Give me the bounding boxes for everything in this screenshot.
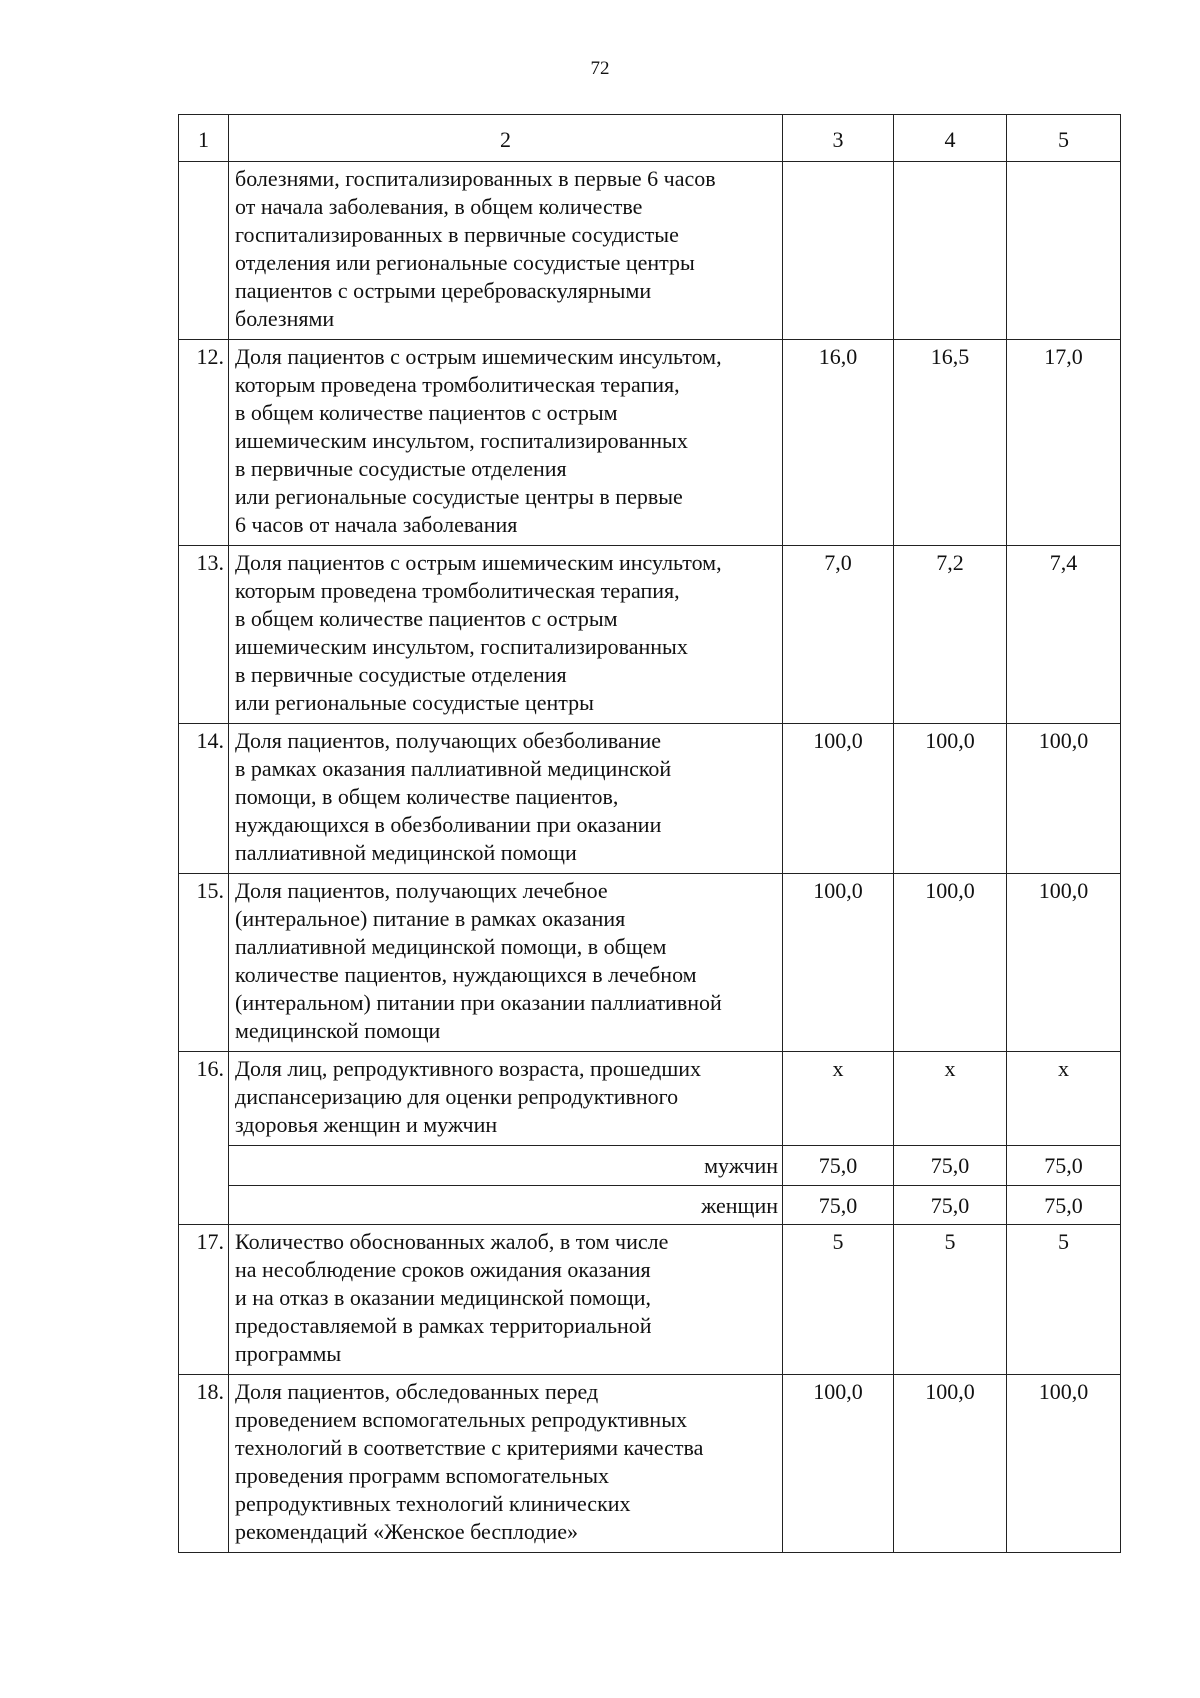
row-text: Количество обоснованных жалоб, в том числе на несоблюдение сроков ожидания оказания и на отказ в оказании медицинской помощи, предоставляемой в рамках территориальной программы [229,1225,783,1375]
header-col-3: 3 [783,115,894,162]
row-text: Доля лиц, репродуктивного возраста, прошедших диспансеризацию для оценки репродуктивного здоровья женщин и мужчин [229,1052,783,1146]
row-text: Доля пациентов, обследованных перед проведением вспомогательных репродуктивных технологий в соответствие с критериями качества проведения программ вспомогательных репродуктивных технологий клинических рекомендаций «Женское бесплодие» [229,1375,783,1553]
row-value-4: 100,0 [894,1375,1007,1553]
table-row-14 [179,724,1121,874]
indicators-table [178,114,1121,1553]
row-number: 16. [179,1052,229,1225]
table-row-continuation [179,162,1121,340]
header-col-2: 2 [229,115,783,162]
table-row-13 [179,546,1121,724]
row-value-5: 100,0 [1007,874,1121,1052]
sub-row-label-women: женщин [229,1186,783,1225]
row-value-3: 16,0 [783,340,894,546]
table-row-16 [179,1052,1121,1146]
row-value-5-empty [1007,162,1121,340]
row-value-5: 5 [1007,1225,1121,1375]
row-value-3: 100,0 [783,874,894,1052]
row-value-5: 7,4 [1007,546,1121,724]
row-text: Доля пациентов с острым ишемическим инсультом, которым проведена тромболитическая терапия, в общем количестве пациентов с острым ишемическим инсультом, госпитализированных в первичные сосудистые отделения или региональные сосудистые центры [229,546,783,724]
row-value-5: 100,0 [1007,724,1121,874]
row-value-3: 7,0 [783,546,894,724]
header-col-1: 1 [179,115,229,162]
row-value-5: 17,0 [1007,340,1121,546]
row-value-5: х [1007,1052,1121,1146]
sub-row-label-men: мужчин [229,1146,783,1186]
sub-row-value-4: 75,0 [894,1146,1007,1186]
sub-row-value-3: 75,0 [783,1146,894,1186]
row-text: Доля пациентов с острым ишемическим инсультом, которым проведена тромболитическая терапия, в общем количестве пациентов с острым ишемическим инсультом, госпитализированных в первичные сосудистые отделения или региональные сосудистые центры в первые 6 часов от начала заболевания [229,340,783,546]
row-value-4: 16,5 [894,340,1007,546]
row-value-3: 100,0 [783,724,894,874]
table-row-17 [179,1225,1121,1375]
row-value-3: 100,0 [783,1375,894,1553]
row-number: 17. [179,1225,229,1375]
page-number: 72 [590,58,610,79]
header-col-5: 5 [1007,115,1121,162]
row-number: 14. [179,724,229,874]
table-row-16-men [179,1146,1121,1186]
sub-row-value-5: 75,0 [1007,1146,1121,1186]
row-value-3-empty [783,162,894,340]
row-number: 12. [179,340,229,546]
row-text: Доля пациентов, получающих лечебное (интеральное) питание в рамках оказания паллиативной медицинской помощи, в общем количестве пациентов, нуждающихся в лечебном (интеральном) питании при оказании паллиативной медицинской помощи [229,874,783,1052]
row-value-3: 5 [783,1225,894,1375]
row-text: Доля пациентов, получающих обезболивание в рамках оказания паллиативной медицинской помощи, в общем количестве пациентов, нуждающихся в обезболивании при оказании паллиативной медицинской помощи [229,724,783,874]
row-number: 15. [179,874,229,1052]
row-value-5: 100,0 [1007,1375,1121,1553]
row-value-4-empty [894,162,1007,340]
row-text: болезнями, госпитализированных в первые 6 часов от начала заболевания, в общем количестве госпитализированных в первичные сосудистые отделения или региональные сосудистые центры пациентов с острыми цереброваскулярными болезнями [229,162,783,340]
row-value-4: 100,0 [894,724,1007,874]
row-value-4: 7,2 [894,546,1007,724]
row-value-4: 5 [894,1225,1007,1375]
row-value-4: х [894,1052,1007,1146]
row-number-empty [179,162,229,340]
table-row-18 [179,1375,1121,1553]
sub-row-value-5: 75,0 [1007,1186,1121,1225]
table-row-15 [179,874,1121,1052]
table-row-12 [179,340,1121,546]
header-row [179,115,1121,162]
table-row-16-women [179,1186,1121,1225]
row-number: 13. [179,546,229,724]
row-value-3: х [783,1052,894,1146]
sub-row-value-4: 75,0 [894,1186,1007,1225]
sub-row-value-3: 75,0 [783,1186,894,1225]
row-value-4: 100,0 [894,874,1007,1052]
header-col-4: 4 [894,115,1007,162]
row-number: 18. [179,1375,229,1553]
